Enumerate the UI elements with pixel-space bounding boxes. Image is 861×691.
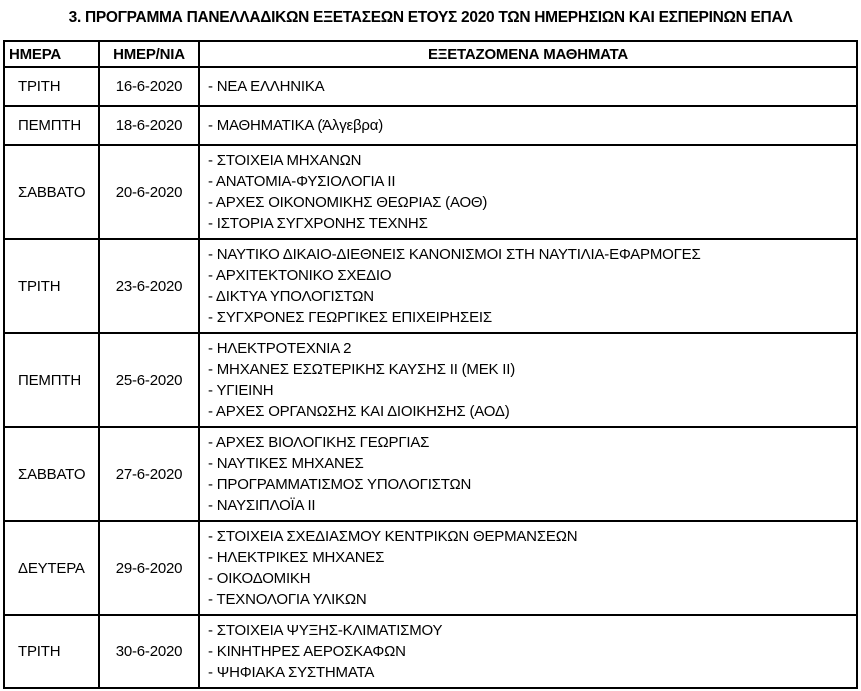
table-row — [4, 521, 857, 615]
subject-line: - ΠΡΟΓΡΑΜΜΑΤΙΣΜΟΣ ΥΠΟΛΟΓΙΣΤΩΝ — [208, 476, 472, 493]
subject-line: - ΑΡΧΙΤΕΚΤΟΝΙΚΟ ΣΧΕΔΙΟ — [208, 267, 392, 284]
subject-line: - ΑΡΧΕΣ ΟΙΚΟΝΟΜΙΚΗΣ ΘΕΩΡΙΑΣ (ΑΟΘ) — [208, 194, 488, 211]
document-title: 3. ΠΡΟΓΡΑΜΜΑ ΠΑΝΕΛΛΑΔΙΚΩΝ ΕΞΕΤΑΣΕΩΝ ΕΤΟΥΣ 2020 ΤΩΝ ΗΜΕΡΗΣΙΩΝ ΚΑΙ ΕΣΠΕΡΙΝΩΝ ΕΠΑΛ — [68, 9, 793, 26]
day-cell: ΤΡΙΤΗ — [4, 67, 99, 106]
date-cell: 30-6-2020 — [99, 615, 199, 688]
header-row — [4, 41, 857, 67]
date-cell: 20-6-2020 — [99, 145, 199, 239]
subject-line: - ΙΣΤΟΡΙΑ ΣΥΓΧΡΟΝΗΣ ΤΕΧΝΗΣ — [208, 215, 428, 232]
subject-line: - ΥΓΙΕΙΝΗ — [208, 382, 274, 399]
day-cell: ΠΕΜΠΤΗ — [4, 333, 99, 427]
column-header-day: ΗΜΕΡΑ — [4, 41, 99, 67]
day-cell: ΤΡΙΤΗ — [4, 239, 99, 333]
subjects-cell — [199, 145, 857, 239]
column-header-subjects: ΕΞΕΤΑΖΟΜΕΝΑ ΜΑΘΗΜΑΤΑ — [199, 41, 857, 67]
table-row — [4, 615, 857, 688]
subject-line: - ΣΤΟΙΧΕΙΑ ΜΗΧΑΝΩΝ — [208, 152, 362, 169]
table-row — [4, 145, 857, 239]
subject-line: - ΟΙΚΟΔΟΜΙΚΗ — [208, 570, 311, 587]
subject-line: - ΗΛΕΚΤΡΟΤΕΧΝΙΑ 2 — [208, 340, 352, 357]
subject-line: - ΑΡΧΕΣ ΒΙΟΛΟΓΙΚΗΣ ΓΕΩΡΓΙΑΣ — [208, 434, 430, 451]
date-cell: 29-6-2020 — [99, 521, 199, 615]
subject-line: - ΨΗΦΙΑΚΑ ΣΥΣΤΗΜΑΤΑ — [208, 664, 375, 681]
subject-line: - ΣΤΟΙΧΕΙΑ ΨΥΞΗΣ-ΚΛΙΜΑΤΙΣΜΟΥ — [208, 622, 443, 639]
exam-schedule-table — [3, 40, 858, 689]
day-cell: ΣΑΒΒΑΤΟ — [4, 427, 99, 521]
subjects-cell — [199, 427, 857, 521]
subject-line: - ΜΗΧΑΝΕΣ ΕΣΩΤΕΡΙΚΗΣ ΚΑΥΣΗΣ ΙΙ (ΜΕΚ ΙΙ) — [208, 361, 516, 378]
day-cell: ΤΡΙΤΗ — [4, 615, 99, 688]
subject-line: - ΝΑΥΤΙΚΕΣ ΜΗΧΑΝΕΣ — [208, 455, 364, 472]
column-header-date: ΗΜΕΡ/ΝΙΑ — [99, 41, 199, 67]
subject-line: - ΝΑΥΤΙΚΟ ΔΙΚΑΙΟ-ΔΙΕΘΝΕΙΣ ΚΑΝΟΝΙΣΜΟΙ ΣΤΗ ΝΑΥΤΙΛΙΑ-ΕΦΑΡΜΟΓΕΣ — [208, 246, 701, 263]
subjects-cell — [199, 106, 857, 145]
table-row — [4, 239, 857, 333]
subject-line: - ΝΕΑ ΕΛΛΗΝΙΚΑ — [208, 78, 325, 95]
subject-line: - ΤΕΧΝΟΛΟΓΙΑ ΥΛΙΚΩΝ — [208, 591, 367, 608]
day-cell: ΠΕΜΠΤΗ — [4, 106, 99, 145]
subject-line: - ΑΡΧΕΣ ΟΡΓΑΝΩΣΗΣ ΚΑΙ ΔΙΟΙΚΗΣΗΣ (ΑΟΔ) — [208, 403, 510, 420]
subjects-cell — [199, 333, 857, 427]
day-cell: ΣΑΒΒΑΤΟ — [4, 145, 99, 239]
subject-line: - ΣΤΟΙΧΕΙΑ ΣΧΕΔΙΑΣΜΟΥ ΚΕΝΤΡΙΚΩΝ ΘΕΡΜΑΝΣΕΩΝ — [208, 528, 578, 545]
subjects-cell — [199, 615, 857, 688]
subjects-cell — [199, 521, 857, 615]
table-row — [4, 67, 857, 106]
subject-line: - ΑΝΑΤΟΜΙΑ-ΦΥΣΙΟΛΟΓΙΑ ΙΙ — [208, 173, 396, 190]
subject-line: - ΜΑΘΗΜΑΤΙΚΑ (Άλγεβρα) — [208, 117, 384, 134]
table-row — [4, 427, 857, 521]
subject-line: - ΗΛΕΚΤΡΙΚΕΣ ΜΗΧΑΝΕΣ — [208, 549, 385, 566]
date-cell: 16-6-2020 — [99, 67, 199, 106]
date-cell: 25-6-2020 — [99, 333, 199, 427]
subject-line: - ΣΥΓΧΡΟΝΕΣ ΓΕΩΡΓΙΚΕΣ ΕΠΙΧΕΙΡΗΣΕΙΣ — [208, 309, 492, 326]
subjects-cell — [199, 67, 857, 106]
table-row — [4, 333, 857, 427]
table-row — [4, 106, 857, 145]
subject-line: - ΚΙΝΗΤΗΡΕΣ ΑΕΡΟΣΚΑΦΩΝ — [208, 643, 406, 660]
date-cell: 23-6-2020 — [99, 239, 199, 333]
date-cell: 18-6-2020 — [99, 106, 199, 145]
subjects-cell — [199, 239, 857, 333]
date-cell: 27-6-2020 — [99, 427, 199, 521]
subject-line: - ΝΑΥΣΙΠΛΟΪΑ ΙΙ — [208, 497, 316, 514]
subject-line: - ΔΙΚΤΥΑ ΥΠΟΛΟΓΙΣΤΩΝ — [208, 288, 374, 305]
day-cell: ΔΕΥΤΕΡΑ — [4, 521, 99, 615]
